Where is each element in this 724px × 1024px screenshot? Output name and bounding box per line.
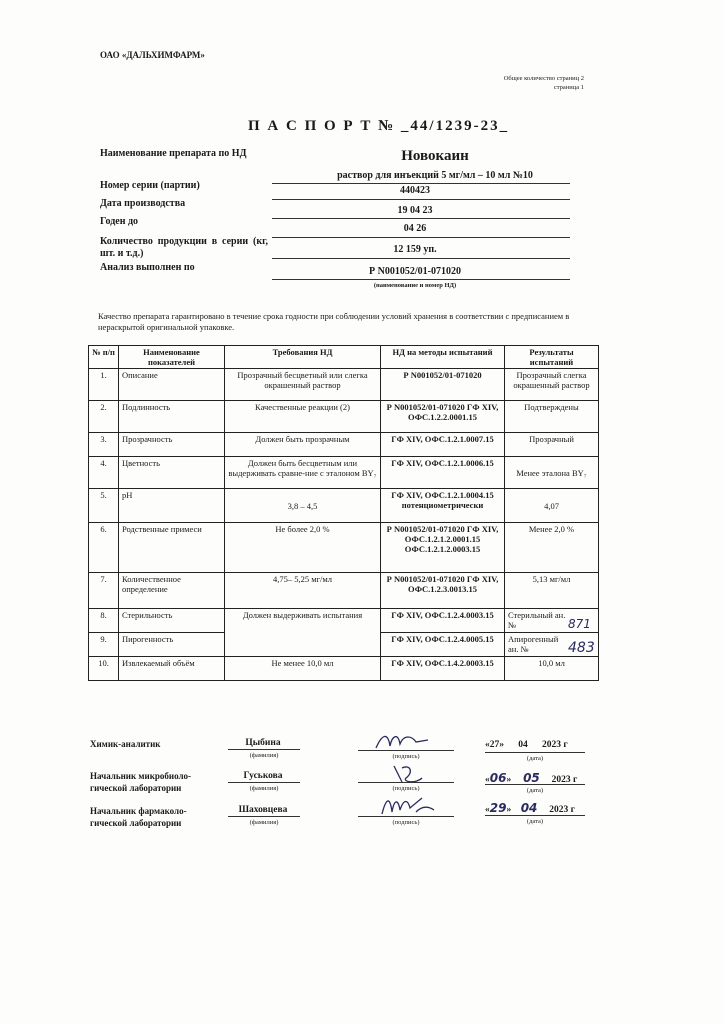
caption-surname: (фамилия) [249, 785, 279, 792]
series-label: Номер серии (партии) [100, 180, 200, 191]
col-number: № п/п [89, 346, 119, 369]
row-requirement: Должен быть прозрачным [225, 433, 381, 457]
date-day: 29 [489, 801, 507, 815]
row-result: Прозрачный [505, 433, 599, 457]
row-name: Родственные примеси [119, 523, 225, 573]
surname-pharmacology: Шаховцева [238, 805, 288, 815]
row-number: 10. [89, 657, 119, 681]
table-row [89, 657, 599, 681]
row-method: ГФ XIV, ОФС.1.2.4.0003.15 [381, 609, 505, 633]
row-name: Прозрачность [119, 433, 225, 457]
row-result: Менее 2,0 % [505, 523, 599, 573]
passport-title: П А С П О Р Т № _44/1239-23_ [248, 118, 510, 134]
date-microbiology: «06» 05 2023 г [485, 771, 578, 785]
row-number: 4. [89, 457, 119, 489]
analysis-value: Р N001052/01-071020 [369, 266, 461, 277]
role-pharmacology: Начальник фармаколо-гической лаборатории [90, 806, 187, 828]
role-microbiology: Начальник микробиоло-гической лаборатории [90, 771, 192, 793]
table-header [89, 346, 599, 369]
date-month: 04 [520, 801, 538, 815]
row-method: ГФ XIV, ОФС.1.2.4.0005.15 [381, 633, 505, 657]
row-method: ГФ XIV, ОФС.1.4.2.0003.15 [381, 657, 505, 681]
row-method: Р N001052/01-071020 ГФ XIV, ОФС.1.2.3.0013.15 [381, 573, 505, 609]
table-row [89, 573, 599, 609]
prod-date-label: Дата производства [100, 198, 186, 209]
date-month: 05 [523, 771, 540, 785]
row-method: ГФ XIV, ОФС.1.2.1.0006.15 [381, 457, 505, 489]
table-row [89, 489, 599, 523]
row-result [505, 609, 599, 633]
results-table [88, 345, 599, 681]
table-row [89, 523, 599, 573]
drug-form: раствор для инъекций 5 мг/мл – 10 мл №10 [337, 170, 533, 181]
date-year: 2023 г [542, 740, 568, 750]
caption-surname: (фамилия) [249, 752, 279, 759]
row-name: Стерильность [119, 609, 225, 633]
col-name: Наименование показателей [119, 346, 225, 369]
table-row [89, 609, 599, 633]
row-requirement: Не более 2,0 % [225, 523, 381, 573]
total-pages: Общее количество страниц 2 [503, 75, 584, 82]
row-method: Р N001052/01-071020 ГФ XIV, ОФС.1.2.1.2.0001.15 ОФС.1.2.1.2.0003.15 [381, 523, 505, 573]
surname-microbiology: Гуськова [243, 771, 283, 781]
row-number: 8. [89, 609, 119, 633]
row-number: 6. [89, 523, 119, 573]
caption-date: (дата) [526, 755, 544, 762]
col-results: Результаты испытаний [505, 346, 599, 369]
row-requirement: Должен выдерживать испытания [225, 609, 381, 657]
row-name: Количественное определение [119, 573, 225, 609]
row-name: Извлекаемый объём [119, 657, 225, 681]
date-day: 27 [489, 740, 500, 750]
date-chemist: «27» 04 2023 г [485, 740, 568, 750]
surname-chemist: Цыбина [245, 738, 281, 748]
row-name: Цветность [119, 457, 225, 489]
row-number: 9. [89, 633, 119, 657]
analysis-number-handwritten: 871 [568, 617, 591, 631]
result-text: Стерильный ан. № [508, 610, 566, 630]
row-number: 1. [89, 369, 119, 401]
analysis-number-handwritten: 483 [568, 640, 595, 656]
row-result: 10,0 мл [505, 657, 599, 681]
caption-date: (дата) [526, 818, 544, 825]
row-result: 5,13 мг/мл [505, 573, 599, 609]
date-year: 2023 г [551, 775, 578, 785]
caption-signature: (подпись) [392, 819, 420, 826]
row-method: Р N001052/01-071020 [381, 369, 505, 401]
row-requirement: Прозрачный бесцветный или слегка окрашенный раствор [225, 369, 381, 401]
date-year: 2023 г [549, 805, 575, 815]
table-row [89, 369, 599, 401]
prod-date-value: 19 04 23 [397, 205, 433, 216]
expiry-value: 04 26 [403, 223, 427, 234]
role-chemist: Химик-аналитик [90, 739, 161, 749]
drug-name: Новокаин [401, 148, 469, 164]
expiry-label: Годен до [100, 216, 139, 227]
row-result: Прозрачный слегка окрашенный раствор [505, 369, 599, 401]
table-row [89, 433, 599, 457]
row-result [505, 633, 599, 657]
row-number: 5. [89, 489, 119, 523]
row-requirement: Должен быть бесцветным или выдерживать сравне-ние с эталоном BY₇ [225, 457, 381, 489]
signature-chemist [372, 730, 432, 752]
row-name: pH [119, 489, 225, 523]
row-name: Пирогенность [119, 633, 225, 657]
row-method: ГФ XIV, ОФС.1.2.1.0007.15 [381, 433, 505, 457]
row-result: 4,07 [505, 489, 599, 523]
row-number: 3. [89, 433, 119, 457]
analysis-hint: (наименование и номер НД) [373, 282, 457, 289]
series-value: 440423 [400, 185, 430, 196]
caption-date: (дата) [526, 787, 544, 794]
result-text: Апирогенный ан. № [508, 634, 559, 654]
row-name: Описание [119, 369, 225, 401]
row-number: 7. [89, 573, 119, 609]
table-row [89, 457, 599, 489]
caption-signature: (подпись) [392, 785, 420, 792]
row-requirement: Качественные реакции (2) [225, 401, 381, 433]
row-number: 2. [89, 401, 119, 433]
row-name: Подлинность [119, 401, 225, 433]
row-requirement: 4,75– 5,25 мг/мл [225, 573, 381, 609]
table-row [89, 401, 599, 433]
page-count [504, 74, 584, 92]
date-pharmacology: «29» 04 2023 г [485, 801, 575, 815]
row-result: Менее эталона BY₇ [505, 457, 599, 489]
caption-signature: (подпись) [392, 753, 420, 760]
row-result: Подтверждены [505, 401, 599, 433]
row-method: Р N001052/01-071020 ГФ XIV, ОФС.1.2.2.0001.15 [381, 401, 505, 433]
caption-surname: (фамилия) [249, 819, 279, 826]
current-page: страница 1 [553, 84, 584, 91]
date-month: 04 [518, 740, 528, 750]
row-requirement: Не менее 10,0 мл [225, 657, 381, 681]
guarantee-text: Качество препарата гарантировано в течение срока годности при соблюдении условий хранения в соответствии с предписанием в нераскрытой оригинальной упаковке. [98, 311, 570, 332]
analysis-label: Анализ выполнен по [100, 262, 195, 273]
col-methods: НД на методы испытаний [381, 346, 505, 369]
row-requirement: 3,8 – 4,5 [225, 489, 381, 523]
quantity-value: 12 159 уп. [393, 244, 437, 255]
row-method: ГФ XIV, ОФС.1.2.1.0004.15 потенциометрически [381, 489, 505, 523]
quantity-label: Количество продукции в серии (кг, шт. и т.д.) [100, 236, 268, 259]
company-name: ОАО «ДАЛЬХИМФАРМ» [100, 50, 205, 60]
col-requirements: Требования НД [225, 346, 381, 369]
drug-label: Наименование препарата по НД [100, 148, 247, 159]
date-day: 06 [489, 771, 507, 785]
